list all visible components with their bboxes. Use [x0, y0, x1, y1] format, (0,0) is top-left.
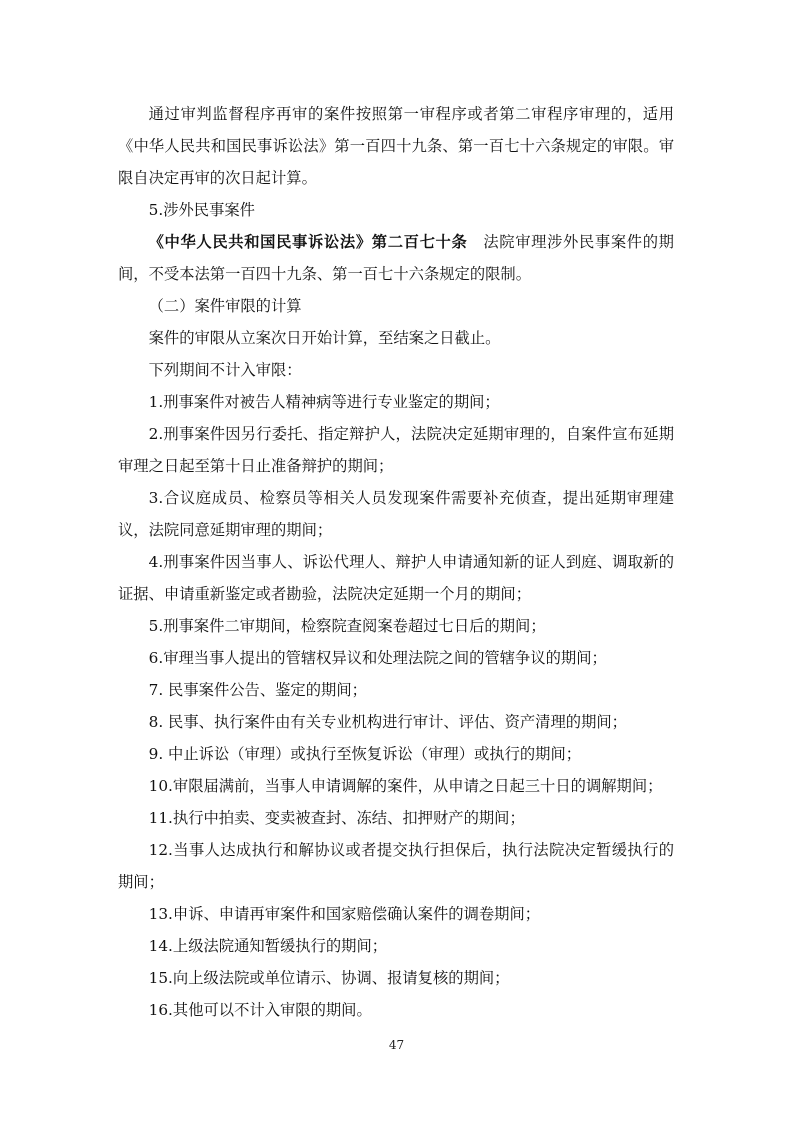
list-item: 6.审理当事人提出的管辖权异议和处理法院之间的管辖争议的期间；	[148, 649, 607, 667]
list-item: 9. 中止诉讼（审理）或执行至恢复诉讼（审理）或执行的期间；	[148, 745, 582, 763]
list-item: 15.向上级法院或单位请示、协调、报请复核的期间；	[148, 969, 510, 987]
list-item: 11.执行中拍卖、变卖被查封、冻结、扣押财产的期间；	[148, 809, 525, 827]
list-item: 16.其他可以不计入审限的期间。	[148, 1001, 372, 1019]
calc-rule-paragraph: 案件的审限从立案次日开始计算，至结案之日截止。	[148, 329, 501, 347]
page-number: 47	[388, 1038, 405, 1052]
list-item: 5.刑事案件二审期间，检察院查阅案卷超过七日后的期间；	[148, 617, 546, 635]
retrial-paragraph: 通过审判监督程序再审的案件按照第一审程序或者第二审程序审理的，适用《中华人民共和国民事诉讼法》第一百四十九条、第一百七十六条规定的审限。审限自决定再审的次日起计算。	[118, 105, 674, 187]
list-item: 13.申诉、申请再审案件和国家赔偿确认案件的调卷期间；	[148, 905, 541, 923]
law-citation: 《中华人民共和国民事诉讼法》第二百七十条	[148, 233, 468, 251]
exclusion-intro: 下列期间不计入审限：	[148, 361, 302, 379]
list-item: 14.上级法院通知暂缓执行的期间；	[148, 937, 388, 955]
list-item: 1.刑事案件对被告人精神病等进行专业鉴定的期间；	[148, 393, 500, 411]
list-item: 12.当事人达成执行和解协议或者提交执行担保后，执行法院决定暂缓执行的期间；	[118, 841, 674, 891]
list-item: 7. 民事案件公告、鉴定的期间；	[148, 681, 367, 699]
list-item: 4.刑事案件因当事人、诉讼代理人、辩护人申请通知新的证人到庭、调取新的证据、申请重新鉴定或者勘验，法院决定延期一个月的期间；	[118, 553, 674, 603]
list-item: 10.审限届满前，当事人申请调解的案件，从申请之日起三十日的调解期间；	[148, 777, 663, 795]
list-item: 8. 民事、执行案件由有关专业机构进行审计、评估、资产清理的期间；	[148, 713, 627, 731]
section-heading: （二）案件审限的计算	[148, 297, 302, 315]
list-item: 2.刑事案件因另行委托、指定辩护人，法院决定延期审理的，自案件宣布延期审理之日起至第十日止准备辩护的期间；	[118, 425, 674, 475]
foreign-cases-heading: 5.涉外民事案件	[148, 201, 255, 219]
foreign-law-paragraph	[118, 226, 674, 290]
list-item: 3.合议庭成员、检察员等相关人员发现案件需要补充侦查，提出延期审理建议，法院同意延期审理的期间；	[118, 489, 674, 539]
law-text: 法院审理涉外民事案件的期间，不受本法第一百四十九条、第一百七十六条规定的限制。	[118, 233, 674, 283]
